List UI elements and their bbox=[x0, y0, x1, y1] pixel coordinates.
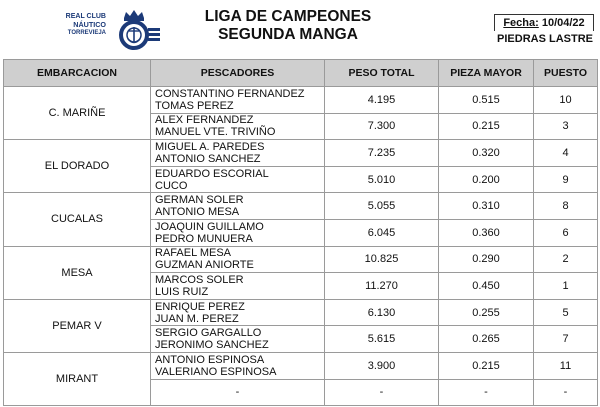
results-table bbox=[3, 59, 598, 406]
boat-name: EL DORADO bbox=[4, 140, 151, 193]
pieza-mayor: 0.215 bbox=[439, 113, 534, 140]
puesto: - bbox=[534, 379, 598, 406]
location: PIEDRAS LASTRE bbox=[497, 33, 593, 45]
peso-total: 6.045 bbox=[325, 219, 439, 246]
pieza-mayor: 0.360 bbox=[439, 219, 534, 246]
fisher-name: ENRIQUE PEREZ bbox=[155, 300, 245, 313]
table-row bbox=[4, 193, 598, 220]
fishers-cell bbox=[151, 299, 325, 326]
peso-total: 6.130 bbox=[325, 299, 439, 326]
fishers-cell bbox=[151, 113, 325, 140]
fishers-cell bbox=[151, 87, 325, 114]
club-name-line3: TORREVIEJA bbox=[67, 30, 106, 36]
peso-total: 11.270 bbox=[325, 273, 439, 300]
puesto: 3 bbox=[534, 113, 598, 140]
pieza-mayor: 0.320 bbox=[439, 140, 534, 167]
date-label: Fecha: bbox=[503, 17, 539, 29]
fisher-name: MARCOS SOLER bbox=[155, 273, 244, 286]
fishers-cell bbox=[151, 166, 325, 193]
club-emblem-icon bbox=[110, 8, 162, 52]
fisher-name: ANTONIO MESA bbox=[155, 206, 240, 219]
boat-name: MESA bbox=[4, 246, 151, 299]
pieza-mayor: 0.215 bbox=[439, 352, 534, 379]
table-row bbox=[4, 87, 598, 114]
puesto: 9 bbox=[534, 166, 598, 193]
puesto: 6 bbox=[534, 219, 598, 246]
peso-total: 4.195 bbox=[325, 87, 439, 114]
date-field bbox=[494, 14, 594, 31]
fishers-cell bbox=[151, 193, 325, 220]
puesto: 7 bbox=[534, 326, 598, 353]
fisher-name: SERGIO GARGALLO bbox=[155, 327, 262, 340]
peso-total: 5.010 bbox=[325, 166, 439, 193]
peso-total: 5.055 bbox=[325, 193, 439, 220]
club-logo bbox=[62, 8, 164, 52]
table-row bbox=[4, 246, 598, 273]
fishers-cell bbox=[151, 379, 325, 406]
peso-total: 5.615 bbox=[325, 326, 439, 353]
column-header-pescadores: PESCADORES bbox=[151, 60, 325, 87]
fisher-name: CONSTANTINO FERNANDEZ bbox=[155, 87, 305, 100]
table-row bbox=[4, 352, 598, 379]
fisher-name: JOAQUIN GUILLAMO bbox=[155, 220, 264, 233]
fisher-name: TOMAS PEREZ bbox=[155, 99, 234, 112]
peso-total: 7.235 bbox=[325, 140, 439, 167]
peso-total: 10.825 bbox=[325, 246, 439, 273]
puesto: 1 bbox=[534, 273, 598, 300]
fishers-cell bbox=[151, 140, 325, 167]
column-header-puesto: PUESTO bbox=[534, 60, 598, 87]
pieza-mayor: 0.255 bbox=[439, 299, 534, 326]
fisher-name: ALEX FERNANDEZ bbox=[155, 114, 254, 127]
fisher-name: GUZMAN ANIORTE bbox=[155, 259, 254, 272]
column-header-embarcacion: EMBARCACION bbox=[4, 60, 151, 87]
fisher-name: ANTONIO SANCHEZ bbox=[155, 152, 261, 165]
table-row bbox=[4, 140, 598, 167]
column-header-pieza-mayor: PIEZA MAYOR bbox=[439, 60, 534, 87]
fisher-name: - bbox=[235, 386, 240, 399]
date-location-box bbox=[482, 14, 597, 48]
boat-name: C. MARIÑE bbox=[4, 87, 151, 140]
title-line1: LIGA DE CAMPEONES bbox=[204, 8, 372, 25]
puesto: 8 bbox=[534, 193, 598, 220]
puesto: 2 bbox=[534, 246, 598, 273]
puesto: 5 bbox=[534, 299, 598, 326]
pieza-mayor: 0.200 bbox=[439, 166, 534, 193]
fisher-name: CUCO bbox=[155, 179, 188, 192]
fisher-name: PEDRO MUNUERA bbox=[155, 232, 253, 245]
page-title bbox=[198, 8, 378, 44]
fishers-cell bbox=[151, 273, 325, 300]
club-name-line1: REAL CLUB bbox=[65, 13, 106, 20]
fishers-cell bbox=[151, 246, 325, 273]
peso-total: 7.300 bbox=[325, 113, 439, 140]
pieza-mayor: 0.265 bbox=[439, 326, 534, 353]
fisher-name: EDUARDO ESCORIAL bbox=[155, 167, 269, 180]
table-row bbox=[4, 299, 598, 326]
fishers-cell bbox=[151, 219, 325, 246]
fisher-name: MIGUEL A. PAREDES bbox=[155, 140, 265, 153]
club-name bbox=[62, 13, 106, 37]
boat-name: PEMAR V bbox=[4, 299, 151, 352]
pieza-mayor: 0.515 bbox=[439, 87, 534, 114]
puesto: 10 bbox=[534, 87, 598, 114]
pieza-mayor: 0.290 bbox=[439, 246, 534, 273]
title-line2: SEGUNDA MANGA bbox=[218, 26, 358, 43]
pieza-mayor: 0.450 bbox=[439, 273, 534, 300]
club-name-line2: NÁUTICO bbox=[73, 20, 106, 29]
fisher-name: JUAN M. PEREZ bbox=[155, 312, 239, 325]
pieza-mayor: - bbox=[439, 379, 534, 406]
fisher-name: ANTONIO ESPINOSA bbox=[155, 353, 265, 366]
column-header-peso-total: PESO TOTAL bbox=[325, 60, 439, 87]
puesto: 11 bbox=[534, 352, 598, 379]
fishers-cell bbox=[151, 352, 325, 379]
fisher-name: VALERIANO ESPINOSA bbox=[155, 365, 277, 378]
boat-name: MIRANT bbox=[4, 352, 151, 405]
peso-total: 3.900 bbox=[325, 352, 439, 379]
peso-total: - bbox=[325, 379, 439, 406]
fisher-name: MANUEL VTE. TRIVIÑO bbox=[155, 126, 276, 139]
fisher-name: GERMAN SOLER bbox=[155, 194, 244, 207]
fishers-cell bbox=[151, 326, 325, 353]
date-value: 10/04/22 bbox=[541, 17, 585, 29]
boat-name: CUCALAS bbox=[4, 193, 151, 246]
fisher-name: RAFAEL MESA bbox=[155, 247, 232, 260]
pieza-mayor: 0.310 bbox=[439, 193, 534, 220]
puesto: 4 bbox=[534, 140, 598, 167]
fisher-name: JERONIMO SANCHEZ bbox=[155, 339, 269, 352]
fisher-name: LUIS RUIZ bbox=[155, 285, 209, 298]
table-header-row bbox=[4, 60, 598, 87]
